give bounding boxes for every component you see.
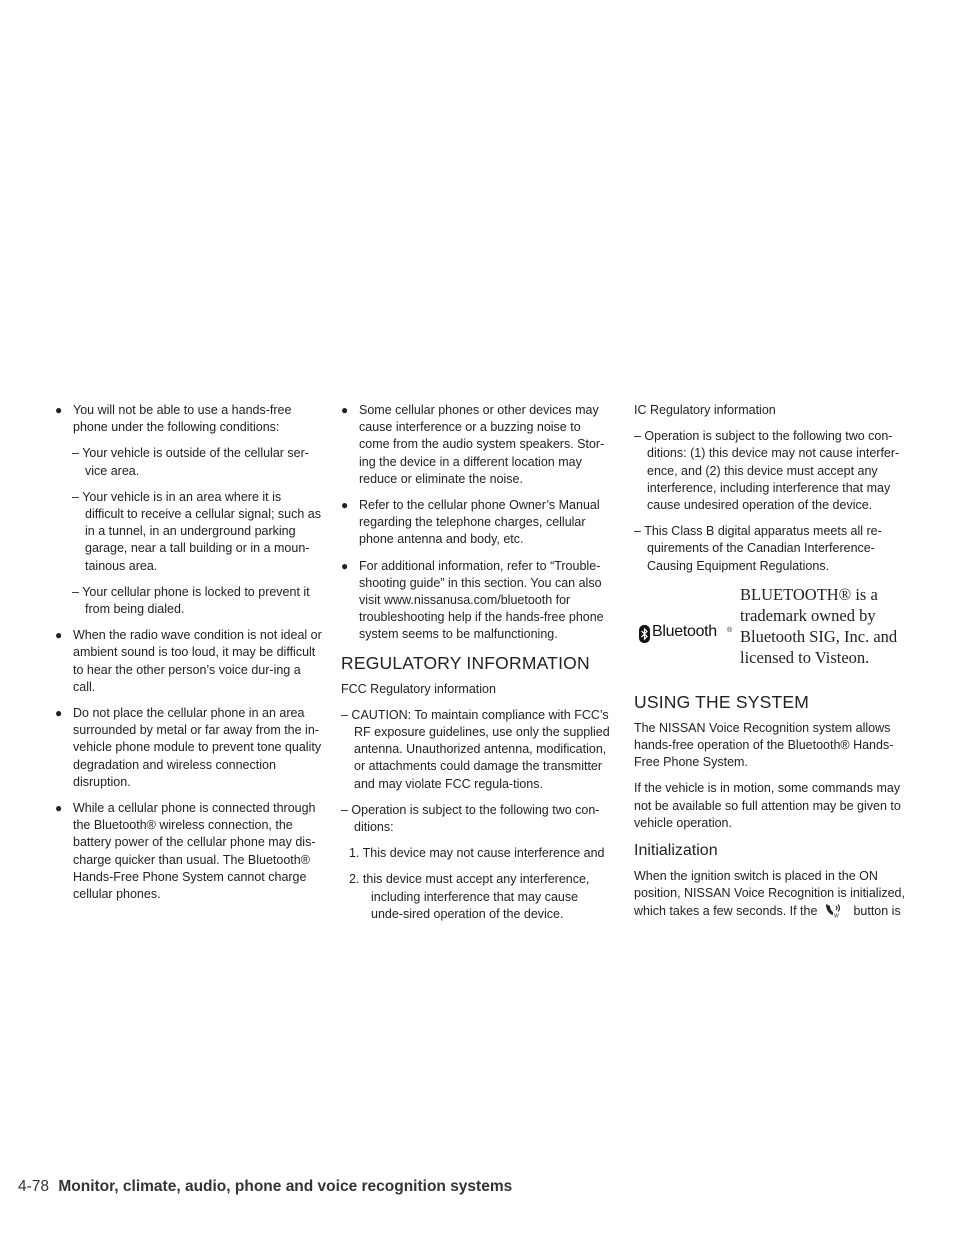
bullet-item: ● When the radio wave condition is not ideal or ambient sound is too loud, it may be difficult to hear the other person’s voice dur-ing a call. (55, 628, 322, 694)
bullet-icon: ● (55, 801, 63, 816)
numbered-item: 1. This device may not cause interference and (349, 846, 605, 861)
footer-title: Monitor, climate, audio, phone and voice recognition systems (58, 1178, 513, 1195)
bluetooth-rune-icon (639, 625, 650, 643)
dash-item: – Your cellular phone is locked to prevent it from being dialed. (72, 584, 310, 617)
bluetooth-trademark-text: BLUETOOTH® is a trademark owned by Bluetooth SIG, Inc. and licensed to Visteon. (740, 584, 898, 667)
talk-button-icon (823, 902, 847, 918)
ic-label: IC Regulatory information (634, 403, 776, 417)
dash-item: – Your vehicle is in an area where it is difficult to receive a cellular signal; such as in a tunnel, in an underground parking garage, near a tall building or in a moun-tainous area. (72, 489, 321, 573)
bullet-icon: ● (341, 498, 349, 513)
paragraph: If the vehicle is in motion, some commands may not be available so full attention may be given to vehicle operation. (634, 781, 901, 830)
column-1 (55, 402, 323, 912)
bullet-icon: ● (341, 558, 349, 573)
dash-item: – This Class B digital apparatus meets all re-quirements of the Canadian Interference-Causing Equipment Regulations. (634, 524, 882, 573)
bluetooth-wordmark: Bluetooth (652, 622, 717, 640)
paragraph-initialization: When the ignition switch is placed in the ON position, NISSAN Voice Recognition is initialized, which takes a few seconds. If the W button is (634, 869, 905, 919)
svg-text:W: W (834, 913, 840, 919)
section-heading-using-system: USING THE SYSTEM (634, 691, 809, 712)
bullet-item: ● Do not place the cellular phone in an area surrounded by metal or far away from the in-vehicle phone module to prevent tone quality degradation and wireless connection disruption. (55, 706, 322, 789)
column-2 (341, 402, 613, 932)
bullet-item: ● For additional information, refer to “Trouble-shooting guide” in this section. You can also visit www.nissanusa.com/bluetooth for troubleshooting help if the hands-free phone system seems to be malfunctioning. (341, 558, 604, 642)
paragraph: The NISSAN Voice Recognition system allows hands-free operation of the Bluetooth® Hands-Free Phone System. (634, 720, 894, 770)
dash-item: – CAUTION: To maintain compliance with FCC’s RF exposure guidelines, use only the supplied antenna. Unauthorized antenna, modification, or attachments could damage the transmitter and may violate FCC regula-tions. (341, 707, 610, 791)
dash-item: – Operation is subject to the following two con-ditions: (1) this device may not cause interfer-ence, and (2) this device must accept any interference, including interference that may cause undesired operation of the device. (634, 429, 900, 513)
numbered-item: 2. this device must accept any interference, including interference that may cause unde-sired operation of the device. (349, 872, 590, 921)
bullet-icon: ● (55, 706, 63, 721)
dash-item: – Your vehicle is outside of the cellular ser-vice area. (72, 446, 309, 478)
fcc-label: FCC Regulatory information (341, 681, 496, 696)
section-heading-regulatory: REGULATORY INFORMATION (341, 652, 590, 673)
bullet-item: ● You will not be able to use a hands-free phone under the following conditions: (55, 403, 292, 435)
column-3 (634, 402, 908, 930)
bluetooth-logo (639, 622, 733, 645)
dash-item: – Operation is subject to the following two con-ditions: (341, 802, 600, 835)
page-number: 4-78 (18, 1178, 50, 1195)
bluetooth-trademark-block (634, 584, 908, 688)
bullet-item: ● Refer to the cellular phone Owner’s Manual regarding the telephone charges, cellular phone antenna and body, etc. (341, 498, 600, 547)
bullet-icon: ● (55, 403, 63, 417)
bullet-icon: ● (55, 628, 63, 643)
subheading-initialization: Initialization (634, 842, 718, 860)
registered-mark: ® (727, 626, 733, 634)
page-footer (18, 1178, 512, 1196)
bullet-icon: ● (341, 403, 349, 417)
bullet-item: ● While a cellular phone is connected through the Bluetooth® wireless connection, the battery power of the cellular phone may dis-charge quicker than usual. The Bluetooth® Hands-Free Phone System cannot charge cellular phones. (55, 801, 316, 902)
bullet-item: ● Some cellular phones or other devices may cause interference or a buzzing noise to come from the audio system speakers. Stor-ing the device in a different location may reduce or eliminate the noise. (341, 403, 605, 486)
